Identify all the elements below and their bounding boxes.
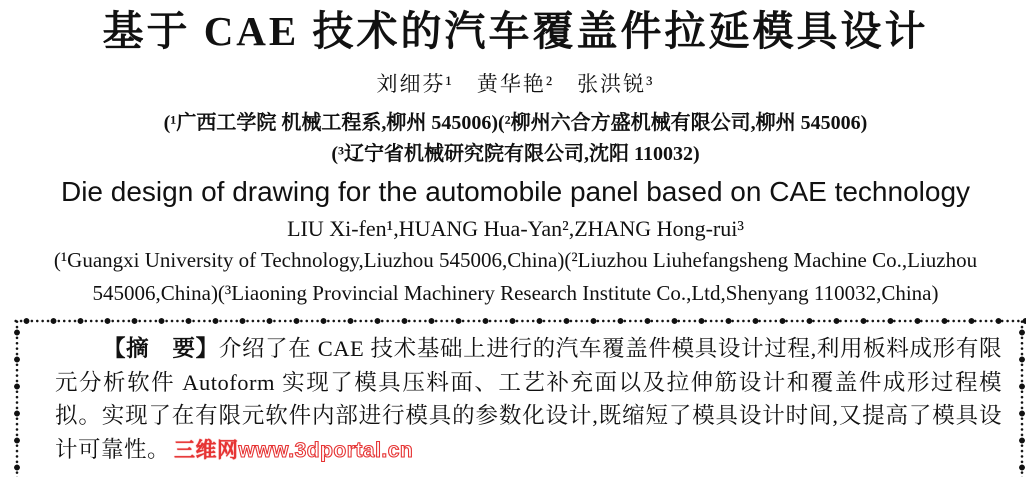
watermark (174, 439, 413, 462)
authors-english: LIU Xi-fen¹,HUANG Hua-Yan²,ZHANG Hong-rui³ (287, 216, 744, 241)
affiliation-chinese-line-1: (¹广西工学院 机械工程系,柳州 545006)(²柳州六合方盛机械有限公司,柳州 545006) (163, 112, 868, 134)
abstract-box (13, 317, 1026, 477)
abstract-label: 【摘 要】 (103, 336, 219, 361)
dotted-border-right (1018, 319, 1026, 477)
page-title-english: Die design of drawing for the automobile panel based on CAE technology (60, 176, 971, 207)
affiliation-english-line-1: (¹Guangxi University of Technology,Liuzhou 545006,China)(²Liuzhou Liuhefangsheng Machine Co.,Liuzhou (53, 248, 978, 272)
watermark-url: www.3dportal.cn (238, 438, 414, 462)
abstract-paragraph (55, 332, 1002, 467)
authors-chinese: 刘细芬¹ 黄华艳² 张洪锐³ (376, 72, 655, 96)
paper-page (0, 5, 1031, 462)
dotted-border-top (13, 317, 1026, 325)
abstract-body: 介绍了在 CAE 技术基础上进行的汽车覆盖件模具设计过程,利用板料成形有限元分析软件 Autoform 实现了模具压料面、工艺补充面以及拉伸筋设计和覆盖件成形过程模拟。实现了在有限元软件内部进行模具的参数化设计,既缩短了模具设计时间,又提高了模具设计可靠性。 (55, 336, 1002, 462)
affiliation-chinese-line-2: (³辽宁省机械研究院有限公司,沈阳 110032) (331, 143, 700, 165)
dotted-border-left (13, 319, 21, 477)
page-title: 基于 CAE 技术的汽车覆盖件拉延模具设计 (102, 8, 929, 54)
watermark-brand: 三维网 (174, 438, 239, 462)
affiliation-english-line-2: 545006,China)(³Liaoning Provincial Machinery Research Institute Co.,Ltd,Shenyang 110032,China) (92, 281, 939, 305)
